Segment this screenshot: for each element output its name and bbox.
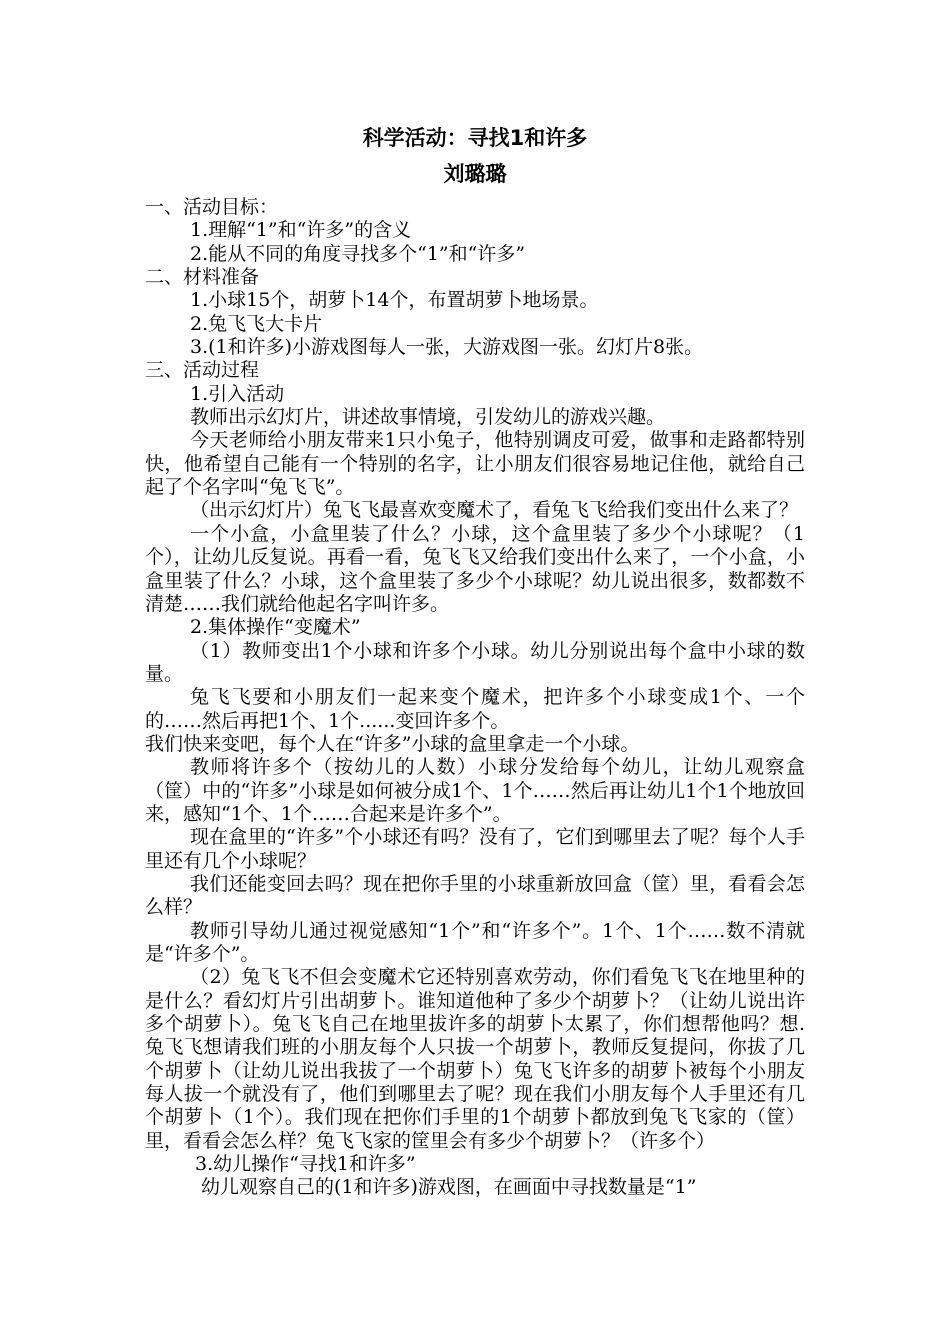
section-heading: 二、材料准备	[145, 266, 260, 289]
subsection-heading: 3.幼儿操作“寻找1和许多”	[195, 1153, 416, 1176]
paragraph: 我们快来变吧，每个人在“许多”小球的盒里拿走一个小球。	[145, 732, 640, 755]
document-body	[145, 196, 805, 1200]
paragraph: 教师出示幻灯片，讲述故事情境，引发幼儿的游戏兴趣。	[190, 406, 666, 429]
list-item: 3.(1和许多)小游戏图每人一张，大游戏图一张。幻灯片8张。	[190, 336, 704, 359]
paragraph: 教师将许多个（按幼儿的人数）小球分发给每个幼儿，让幼儿观察盒（筐）中的“许多”小球是如何被分成1个、1个……然后再让幼儿1个1个地放回来，感知“1个、1个……合起来是许多个”。	[145, 756, 805, 825]
section-heading: 三、活动过程	[145, 359, 260, 382]
subsection-heading: 2.集体操作“变魔术”	[190, 616, 361, 639]
paragraph: 教师引导幼儿通过视觉感知“1个”和“许多个”。1个、1个……数不清就是“许多个”。	[145, 919, 805, 965]
paragraph: 兔飞飞要和小朋友们一起来变个魔术，把许多个小球变成1个、一个的……然后再把1个、1个......变回许多个。	[145, 686, 805, 732]
document-author: 刘璐璐	[443, 162, 507, 186]
paragraph: 幼儿观察自己的(1和许多)游戏图，在画面中寻找数量是“1”	[201, 1176, 697, 1199]
paragraph: （2）兔飞飞不但会变魔术它还特别喜欢劳动，你们看兔飞飞在地里种的是什么？看幻灯片引出胡萝卜。谁知道他种了多少个胡萝卜？（让幼儿说出许多个胡萝卜）。兔飞飞自己在地里拔许多的胡萝卜太累了，你们想帮他吗？想.兔飞飞想请我们班的小朋友每个人只拔一个胡萝卜，教师反复提问，你拔了几个胡萝卜（让幼儿说出我拔了一个胡萝卜）兔飞飞许多的胡萝卜被每个小朋友每人拔一个就没有了，他们到哪里去了呢？现在我们小朋友每个人手里还有几个胡萝卜（1个）。我们现在把你们手里的1个胡萝卜都放到兔飞飞家的（筐）里，看看会怎么样？兔飞飞家的筐里会有多少个胡萝卜？（许多个）	[145, 966, 805, 1152]
subsection-heading: 1.引入活动	[190, 382, 285, 405]
document-title: 科学活动：寻找1和许多	[362, 126, 588, 150]
paragraph: （出示幻灯片）兔飞飞最喜欢变魔术了，看兔飞飞给我们变出什么来了？	[190, 499, 799, 522]
paragraph: （1）教师变出1个小球和许多个小球。幼儿分别说出每个盒中小球的数量。	[145, 639, 805, 685]
paragraph: 我们还能变回去吗？现在把你手里的小球重新放回盒（筐）里，看看会怎么样？	[145, 872, 805, 919]
list-item: 1.理解“1”和“许多”的含义	[190, 219, 412, 242]
list-item: 1.小球15个，胡萝卜14个，布置胡萝卜地场景。	[190, 289, 599, 312]
list-item: 2.兔飞飞大卡片	[190, 312, 323, 335]
list-item: 2.能从不同的角度寻找多个“1”和“许多”	[190, 242, 526, 265]
paragraph: 今天老师给小朋友带来1只小兔子，他特别调皮可爱，做事和走路都特别快，他希望自己能有一个特别的名字，让小朋友们很容易地记住他，就给自己起了个名字叫“兔飞飞”。	[145, 429, 805, 499]
section-heading: 一、活动目标：	[145, 196, 279, 218]
paragraph: 一个小盒，小盒里装了什么？小球，这个盒里装了多少个小球呢？（1个），让幼儿反复说。再看一看，兔飞飞又给我们变出什么来了，一个小盒，小盒里装了什么？小球，这个盒里装了多少个小球呢？幼儿说出很多，数都数不清楚……我们就给他起名字叫许多。	[145, 522, 805, 615]
paragraph: 现在盒里的“许多”个小球还有吗？没有了，它们到哪里去了呢？每个人手里还有几个小球呢？	[145, 826, 805, 872]
